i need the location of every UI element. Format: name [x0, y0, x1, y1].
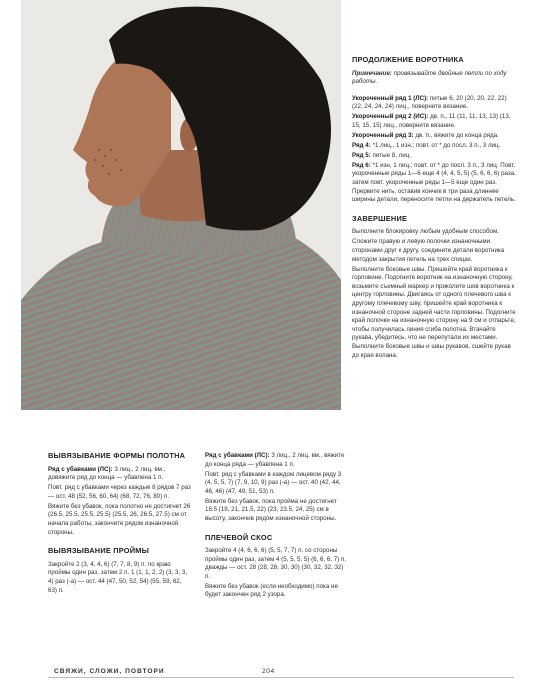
armhole-heading: ВЫВЯЗЫВАНИЕ ПРОЙМЫ — [48, 546, 150, 556]
row-text: дв. п., 11 (11, 11, 13, 13) (13, 15, 15, 15) лиц., поверните вязание. — [352, 113, 511, 129]
finish-paragraph: Выполните блокировку любым удобным способом. — [352, 228, 499, 236]
short-row-1 — [352, 95, 517, 112]
row-5 — [352, 152, 517, 161]
row-4 — [352, 142, 517, 151]
row-label: Ряд 4: — [352, 141, 371, 149]
finish-heading: ЗАВЕРШЕНИЕ — [352, 213, 408, 223]
model-photo — [21, 0, 341, 410]
row-text: питые 8, лиц. — [370, 151, 411, 159]
row-label: Укороченный ряд 3: — [352, 131, 414, 139]
row-6 — [352, 162, 517, 205]
row-label: Ряд 6: — [352, 161, 371, 169]
row-text: 3 лиц., 2 лиц. вм., довяжите ряд до конца — убавлена 1 п. — [48, 465, 166, 482]
middle-column — [205, 452, 350, 601]
shaping-heading: ВЫВЯЗЫВАНИЕ ФОРМЫ ПОЛОТНА — [48, 451, 186, 460]
row-label: Ряд с убавками (ЛС): — [48, 465, 113, 473]
note-label: Примечание: — [352, 69, 392, 77]
shoulder-text: Закройте 4 (4, 6, 6, 6) (5, 5, 7, 7) п. со стороны проймы один раз, затем 4 (5, 5, 5, 5) (6, 6, 6, 7) п. дважды — ост. 28 (28, 28, 30, 30) (30, 32, 32, 32) п. — [205, 547, 347, 580]
footer-rule — [48, 677, 514, 678]
finish-paragraph: Выполните боковые швы. Пришейте край воротника к горловине. Подогните воротник на изнаночную сторону, возьмите съемный маркер и приколите шов воротника к центру горловины. Двигаясь от одного плечевого шва к другому плечевому шву, пришейте край воротника к изнаночной стороне задней части горловины. Подогните край полочки на изнаночную сторону на 9 см и отпарьте, чтобы получилась линия сгиба полотна. Втачайте рукава, убедитесь, что не перепутали их местами. Выполните боковые швы и швы рукавов, сшейте рукав до края волана. — [352, 265, 516, 359]
row-text: 3 лиц., 2 лиц. вм., вяжите до конца ряда — убавлена 1 п. — [205, 452, 345, 468]
row-label: Ряд 5: — [352, 151, 371, 159]
row-text: *1 изн, 1 лиц.; повт. от * до посл. 3 п., 3 лиц. Повт. укороченные ряды 1—6 еще 4 (4, 4, 5, 5) (5, 6, 6, 6) раза, затем повт. укороченные ряды 1—5 еще один раз. Прервите нить, оставив кончик в три раза длиннее ширины детали, переносите петли на держатель петель. — [352, 161, 516, 204]
decrease-row — [48, 466, 191, 483]
armhole-text: Закройте 2 (3, 4, 4, 6) (7, 7, 8, 9) п. по краю проймы один раз, затем 2 п. 1 (1, 1, 2, 2) (3, 3, 3, 4) раз (-а) — ост. 44 (47, 50, 52, 54) (55, 59, 62, 63) п. — [48, 560, 188, 594]
decrease-repeat: Повт. ряд с убавками через каждые 8 рядов 7 раз — ост. 48 (52, 56, 60, 64) (68, 72, 76, 80) п. — [48, 484, 191, 500]
shoulder-end-text: Вяжите без убавок (если необходимо) пока не будет закончен ряд 2 узора. — [205, 582, 338, 599]
book-series-title: СВЯЖИ, СЛОЖИ, ПОВТОРИ — [54, 668, 165, 675]
collar-note — [352, 70, 517, 87]
row-label: Ряд с убавками (ЛС): — [205, 452, 270, 459]
row-text: дв. п., вяжите до конца ряда. — [413, 131, 499, 139]
note-text: провязывайте двойные петли по ходу работы. — [352, 69, 507, 86]
row-text: *1 лиц., 1 изн.; повт. от * до посл. 3 п., 3 лиц. — [370, 141, 501, 149]
row-label: Укороченный ряд 2 (ИС): — [352, 113, 429, 121]
page-number: 204 — [262, 668, 275, 675]
short-row-2 — [352, 113, 517, 130]
finish-paragraph: Сложите правую и левую полочки изнаночными сторонами друг к другу, соедините детали воротника методом закрытия петель на трех спицах. — [352, 238, 505, 263]
model-wearing-sweater-image — [21, 0, 341, 410]
row-label: Укороченный ряд 1 (ЛС): — [352, 94, 429, 102]
collar-heading: ПРОДОЛЖЕНИЕ ВОРОТНИКА — [352, 55, 464, 64]
continue-text: Вяжите без убавок, пока пройма не достигнет 18.5 (19, 21, 21.5, 22) (23, 23.5, 24, 25) см в высоту, закончив рядом изнаночной стороны. — [205, 497, 337, 522]
row-text: питые 6, 20 (20, 20, 22, 22) (22, 24, 24, 24) лиц., поверните вязание. — [352, 94, 507, 111]
short-row-3 — [352, 132, 517, 141]
decrease-row — [205, 452, 350, 469]
right-column — [352, 56, 517, 362]
decrease-repeat: Повт. ряд с убавками в каждом лицевом ряду 3 (4, 5, 5, 7) (7, 9, 10, 9) раз (-а) — ост. 40 (42, 44, 46, 46) (47, 49, 51, 53) п. — [205, 470, 342, 495]
continue-text: Вяжите без убавок, пока полотно не достигнет 26 (26.5, 25.5, 25.5, 25.5) (25.5, 26, 26.5, 27.5) см от начала работы, закончите рядом изнаночной стороны. — [48, 502, 191, 536]
shoulder-heading: ПЛЕЧЕВОЙ СКОС — [205, 532, 273, 542]
left-column — [48, 452, 191, 596]
